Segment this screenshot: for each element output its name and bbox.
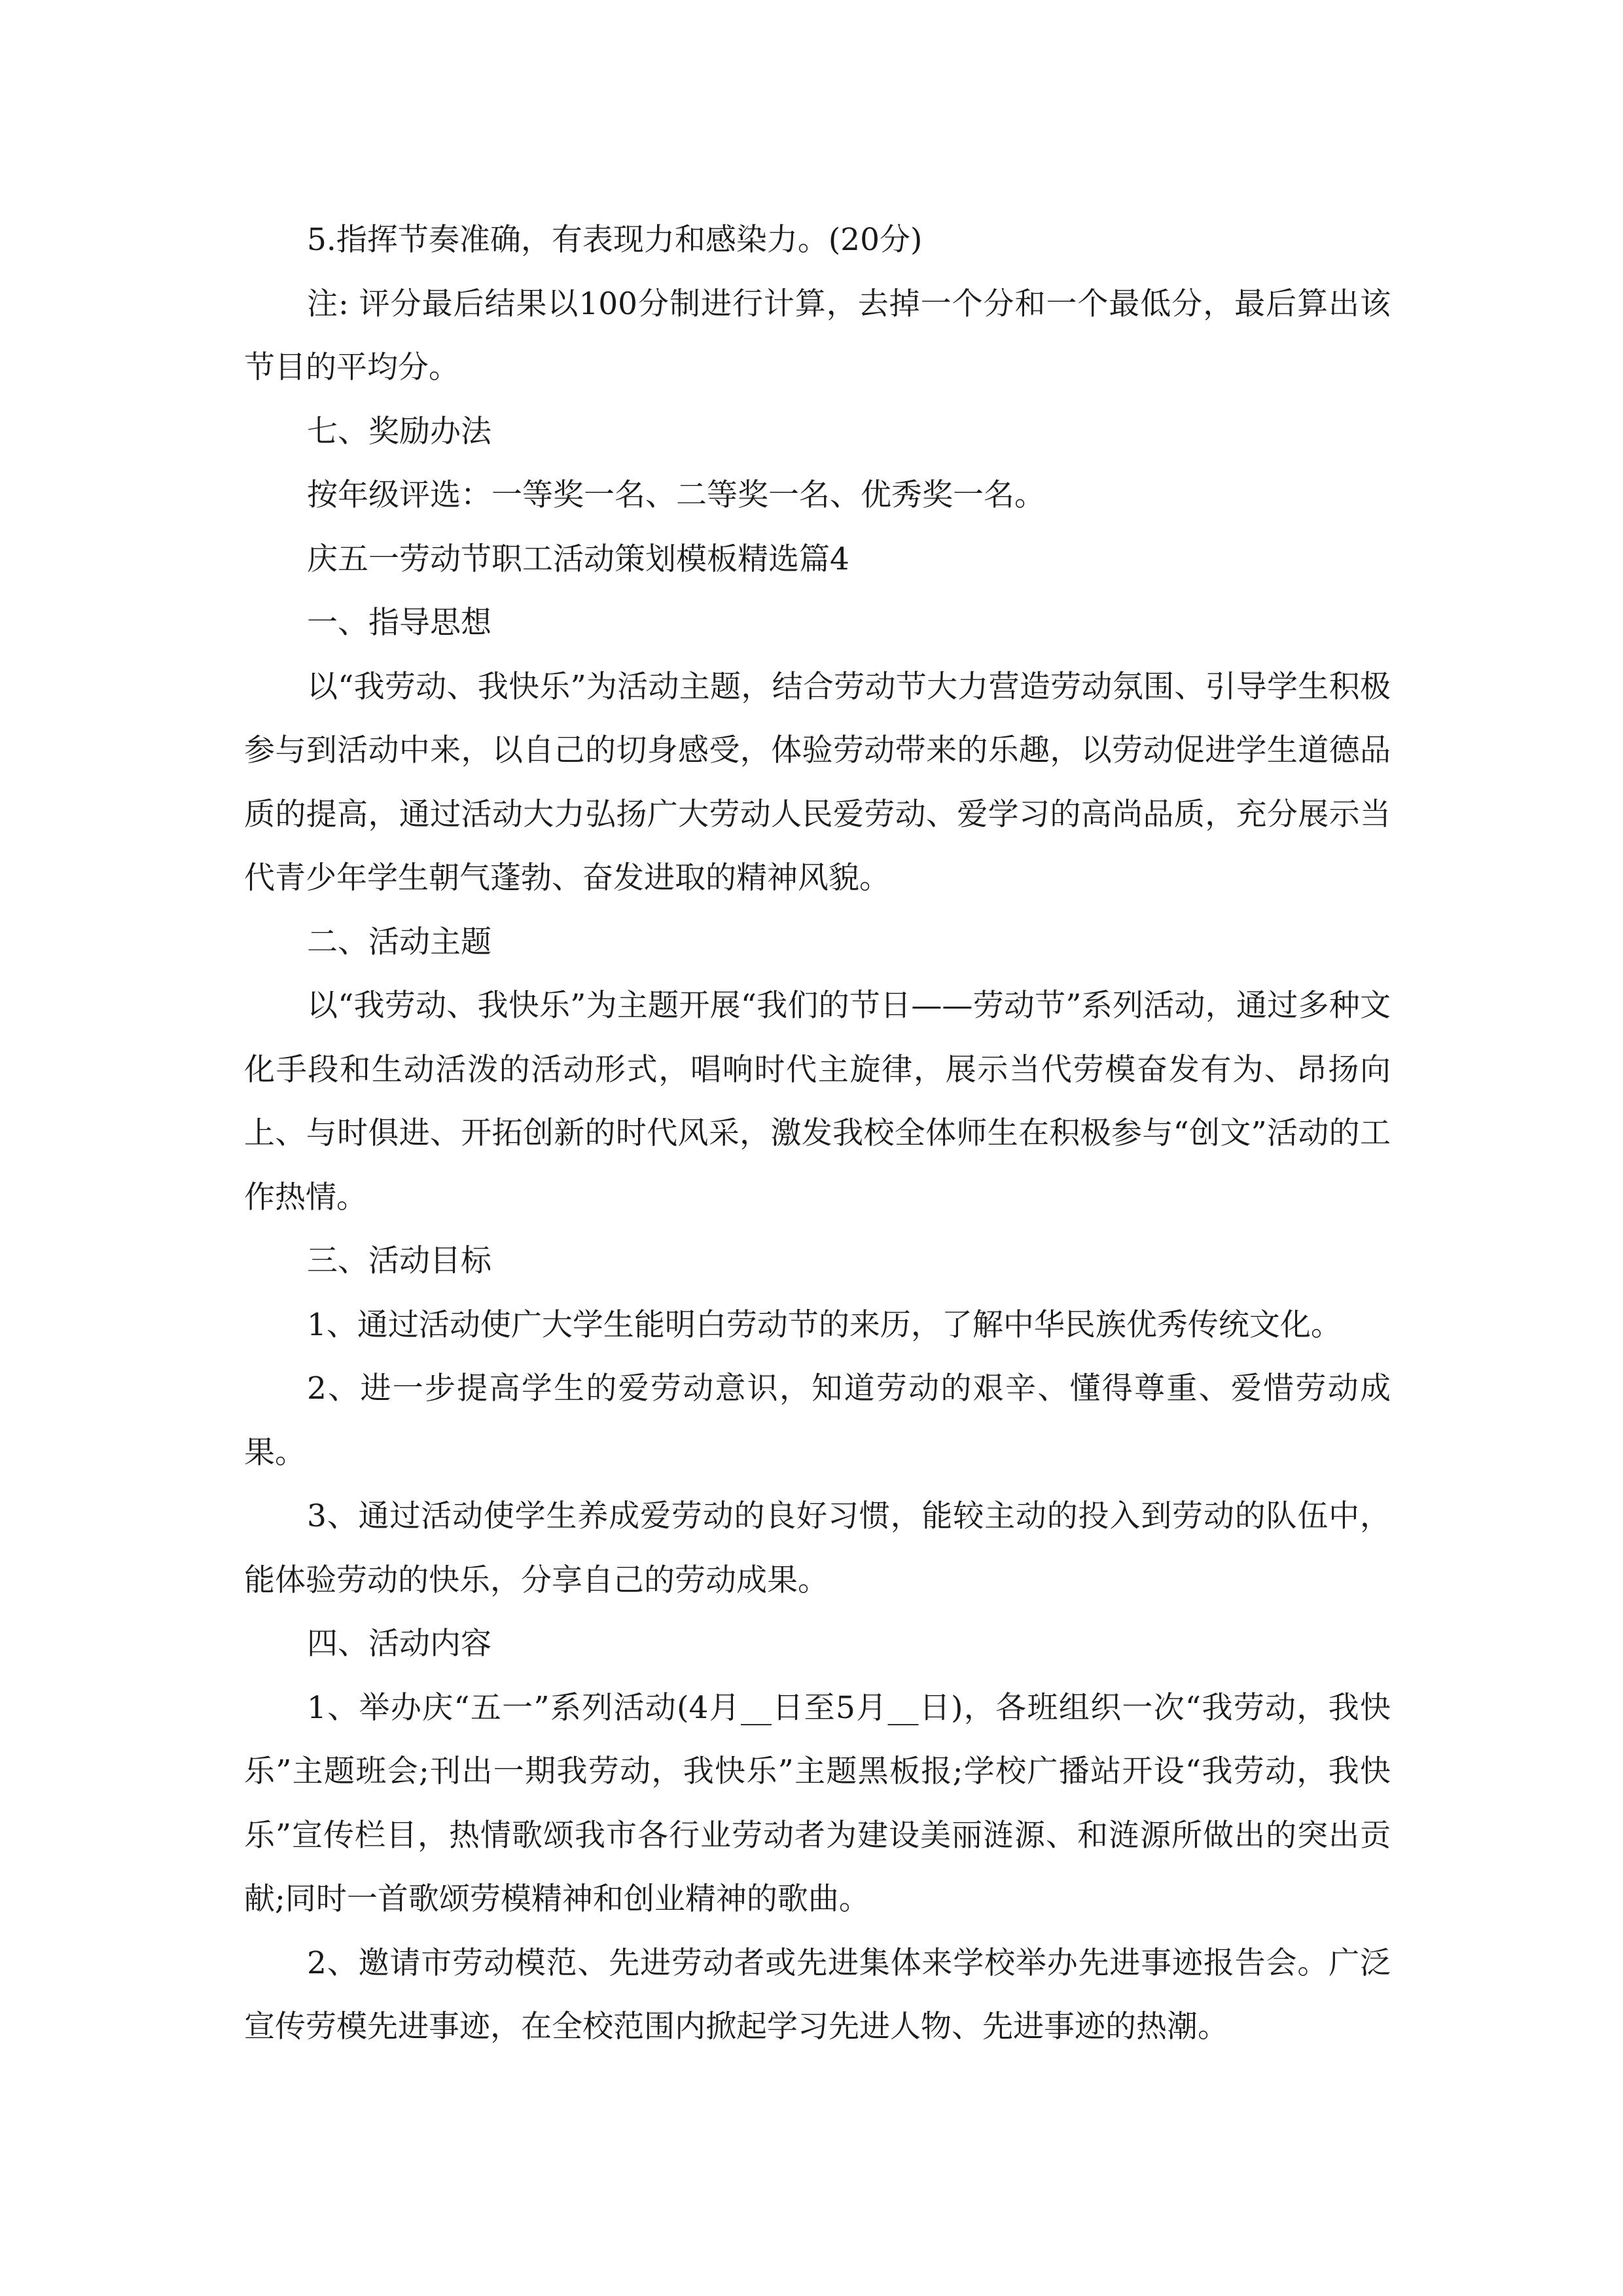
chapter-title: 庆五一劳动节职工活动策划模板精选篇4 (307, 541, 849, 577)
section-heading-content: 四、活动内容 (307, 1626, 491, 1662)
document-page (244, 208, 1391, 2059)
reward-text: 按年级评选：一等奖一名、二等奖一名、优秀奖一名。 (307, 477, 1045, 513)
goal-item-3: 3、通过活动使学生养成爱劳动的良好习惯，能较主动的投入到劳动的队伍中，能体验劳动的快乐，分享自己的劳动成果。 (244, 1498, 1391, 1598)
goal-item-1: 1、通过活动使广大学生能明白劳动节的来历，了解中华民族优秀传统文化。 (307, 1306, 1342, 1343)
scoring-note: 注: 评分最后结果以100分制进行计算，去掉一个分和一个最低分，最后算出该节目的平均分。 (244, 285, 1391, 386)
theme-paragraph: 以“我劳动、我快乐”为主题开展“我们的节日——劳动节”系列活动，通过多种文化手段和生动活泼的活动形式，唱响时代主旋律，展示当代劳模奋发有为、昂扬向上、与时俱进、开拓创新的时代风采，激发我校全体师生在积极参与“创文”活动的工作热情。 (244, 988, 1391, 1215)
section-heading-goals: 三、活动目标 (307, 1243, 491, 1279)
goal-item-2: 2、进一步提高学生的爱劳动意识，知道劳动的艰辛、懂得尊重、爱惜劳动成果。 (244, 1371, 1391, 1471)
content-item-1: 1、举办庆“五一”系列活动(4月__日至5月__日)，各班组织一次“我劳动，我快乐”主题班会;刊出一期我劳动，我快乐”主题黑板报;学校广播站开设“我劳动，我快乐”宣传栏目，热情歌颂我市各行业劳动者为建设美丽涟源、和涟源所做出的突出贡献;同时一首歌颂劳模精神和创业精神的歌曲。 (244, 1689, 1391, 1917)
section-heading-reward: 七、奖励办法 (307, 413, 491, 450)
section-heading-guidance: 一、指导思想 (307, 605, 491, 641)
guidance-paragraph: 以“我劳动、我快乐”为活动主题，结合劳动节大力营造劳动氛围、引导学生积极参与到活动中来，以自己的切身感受，体验劳动带来的乐趣，以劳动促进学生道德品质的提高，通过活动大力弘扬广大劳动人民爱劳动、爱学习的高尚品质，充分展示当代青少年学生朝气蓬勃、奋发进取的精神风貌。 (244, 668, 1391, 896)
content-item-2: 2、邀请市劳动模范、先进劳动者或先进集体来学校举办先进事迹报告会。广泛宣传劳模先进事迹，在全校范围内掀起学习先进人物、先进事迹的热潮。 (244, 1945, 1391, 2045)
section-heading-theme: 二、活动主题 (307, 924, 491, 960)
score-item-5: 5.指挥节奏准确，有表现力和感染力。(20分) (307, 222, 923, 258)
